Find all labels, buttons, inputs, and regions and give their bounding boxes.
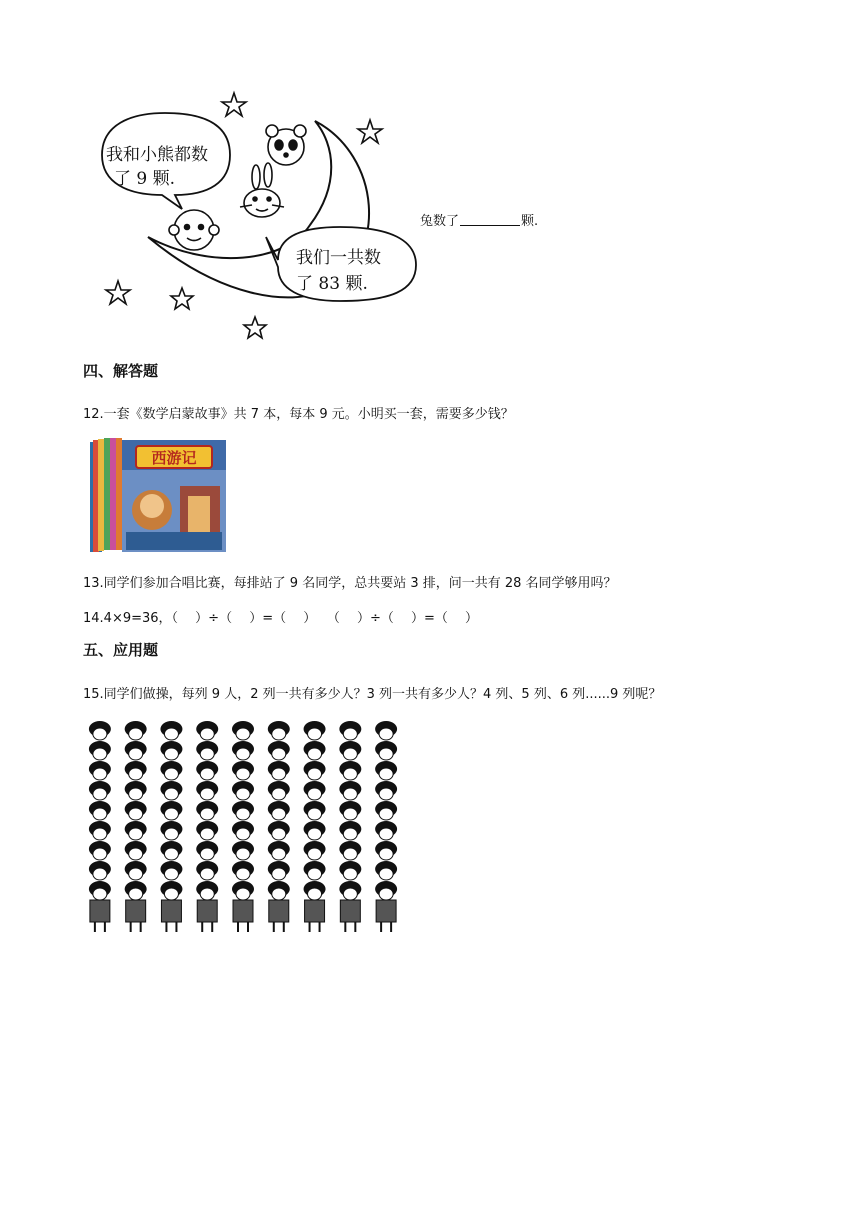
student-figure bbox=[196, 801, 218, 820]
monkey-face-icon bbox=[169, 210, 219, 250]
student-figure bbox=[375, 781, 397, 800]
student-figure bbox=[125, 741, 147, 760]
student-figure bbox=[125, 721, 147, 740]
student-figure bbox=[125, 841, 147, 860]
student-figure bbox=[339, 781, 361, 800]
student-figure bbox=[304, 861, 326, 880]
question-13: 13.同学们参加合唱比赛，每排站了 9 名同学，总共要站 3 排，问一共有 28 名同学够用吗？ bbox=[83, 576, 617, 591]
rabbit-count-question bbox=[420, 210, 538, 229]
bubble-left-line1: 我和小熊都数 bbox=[106, 145, 208, 165]
student-body bbox=[269, 900, 289, 922]
question-14: 14.4×9=36，（ ）÷（ ）=（ ） （ ）÷（ ）=（ ） bbox=[83, 611, 479, 626]
student-body bbox=[161, 900, 181, 922]
student-figure bbox=[304, 741, 326, 760]
star-icon bbox=[244, 317, 266, 338]
student-figure bbox=[339, 861, 361, 880]
student-figure bbox=[125, 881, 147, 900]
student-figure bbox=[304, 761, 326, 780]
student-figure bbox=[160, 801, 182, 820]
student-figure bbox=[160, 861, 182, 880]
student-figure bbox=[375, 861, 397, 880]
student-figure bbox=[232, 741, 254, 760]
bubble-right-line1: 我们一共数 bbox=[296, 248, 381, 268]
student-body bbox=[197, 900, 217, 922]
student-figure bbox=[304, 821, 326, 840]
student-figure bbox=[304, 841, 326, 860]
moon-scene-illustration bbox=[90, 85, 420, 345]
student-figure bbox=[232, 781, 254, 800]
student-figure bbox=[304, 721, 326, 740]
section-heading-4: 四、解答题 bbox=[83, 362, 159, 380]
student-figure bbox=[304, 881, 326, 900]
student-figure bbox=[160, 781, 182, 800]
student-body bbox=[305, 900, 325, 922]
bubble-right-line2: 了 83 颗. bbox=[296, 274, 368, 294]
question-15: 15.同学们做操，每列 9 人，2 列一共有多少人？3 列一共有多少人？4 列、5 列、6 列......9 列呢？ bbox=[83, 687, 662, 702]
bear-face-icon bbox=[266, 125, 306, 165]
bubble-left-line2: 了 9 颗. bbox=[114, 169, 176, 189]
answer-blank[interactable] bbox=[460, 213, 520, 226]
student-figure bbox=[375, 721, 397, 740]
student-figure bbox=[196, 841, 218, 860]
student-figure bbox=[339, 801, 361, 820]
student-figure bbox=[339, 761, 361, 780]
students-formation-image bbox=[82, 718, 404, 944]
student-figure bbox=[339, 721, 361, 740]
student-figure bbox=[125, 801, 147, 820]
student-figure bbox=[375, 801, 397, 820]
student-figure bbox=[196, 781, 218, 800]
student-figure bbox=[89, 881, 111, 900]
student-figure bbox=[160, 821, 182, 840]
answer-suffix: 颗. bbox=[521, 214, 539, 229]
student-figure bbox=[196, 741, 218, 760]
student-figure bbox=[232, 861, 254, 880]
student-figure bbox=[375, 821, 397, 840]
student-figure bbox=[160, 741, 182, 760]
student-figure bbox=[375, 881, 397, 900]
student-figure bbox=[232, 881, 254, 900]
student-figure bbox=[268, 881, 290, 900]
student-figure bbox=[268, 821, 290, 840]
student-figure bbox=[232, 821, 254, 840]
student-figure bbox=[232, 721, 254, 740]
student-figure bbox=[375, 761, 397, 780]
student-figure bbox=[268, 741, 290, 760]
star-icon bbox=[222, 93, 246, 116]
student-figure bbox=[160, 761, 182, 780]
star-icon bbox=[171, 288, 193, 309]
student-figure bbox=[304, 781, 326, 800]
student-figure bbox=[196, 761, 218, 780]
student-figure bbox=[339, 841, 361, 860]
student-figure bbox=[268, 861, 290, 880]
student-figure bbox=[339, 741, 361, 760]
student-figure bbox=[89, 761, 111, 780]
student-figure bbox=[160, 881, 182, 900]
student-figure bbox=[196, 721, 218, 740]
student-figure bbox=[125, 781, 147, 800]
student-figure bbox=[232, 761, 254, 780]
student-body bbox=[90, 900, 110, 922]
student-figure bbox=[89, 741, 111, 760]
student-figure bbox=[339, 881, 361, 900]
student-figure bbox=[160, 841, 182, 860]
student-figure bbox=[268, 761, 290, 780]
student-body bbox=[126, 900, 146, 922]
student-figure bbox=[232, 841, 254, 860]
section-heading-5: 五、应用题 bbox=[83, 641, 159, 659]
student-figure bbox=[268, 841, 290, 860]
question-12: 12.一套《数学启蒙故事》共 7 本，每本 9 元。小明买一套，需要多少钱？ bbox=[83, 407, 514, 422]
star-icon bbox=[106, 281, 130, 304]
student-figure bbox=[375, 741, 397, 760]
student-figure bbox=[89, 801, 111, 820]
book-set-image bbox=[90, 436, 226, 554]
student-figure bbox=[125, 761, 147, 780]
student-figure bbox=[89, 861, 111, 880]
student-body bbox=[376, 900, 396, 922]
student-body bbox=[340, 900, 360, 922]
student-figure bbox=[339, 821, 361, 840]
student-figure bbox=[375, 841, 397, 860]
student-figure bbox=[196, 861, 218, 880]
student-figure bbox=[89, 841, 111, 860]
book-cover-title: 西游记 bbox=[151, 449, 197, 467]
student-figure bbox=[160, 721, 182, 740]
student-figure bbox=[89, 781, 111, 800]
student-figure bbox=[89, 821, 111, 840]
answer-prefix: 兔数了 bbox=[420, 214, 460, 229]
student-figure bbox=[268, 781, 290, 800]
student-figure bbox=[125, 861, 147, 880]
student-figure bbox=[268, 801, 290, 820]
star-icon bbox=[358, 120, 382, 143]
student-figure bbox=[196, 881, 218, 900]
student-figure bbox=[268, 721, 290, 740]
student-figure bbox=[125, 821, 147, 840]
student-figure bbox=[196, 821, 218, 840]
student-body bbox=[233, 900, 253, 922]
student-figure bbox=[304, 801, 326, 820]
student-figure bbox=[232, 801, 254, 820]
rabbit-face-icon bbox=[240, 163, 284, 217]
student-figure bbox=[89, 721, 111, 740]
